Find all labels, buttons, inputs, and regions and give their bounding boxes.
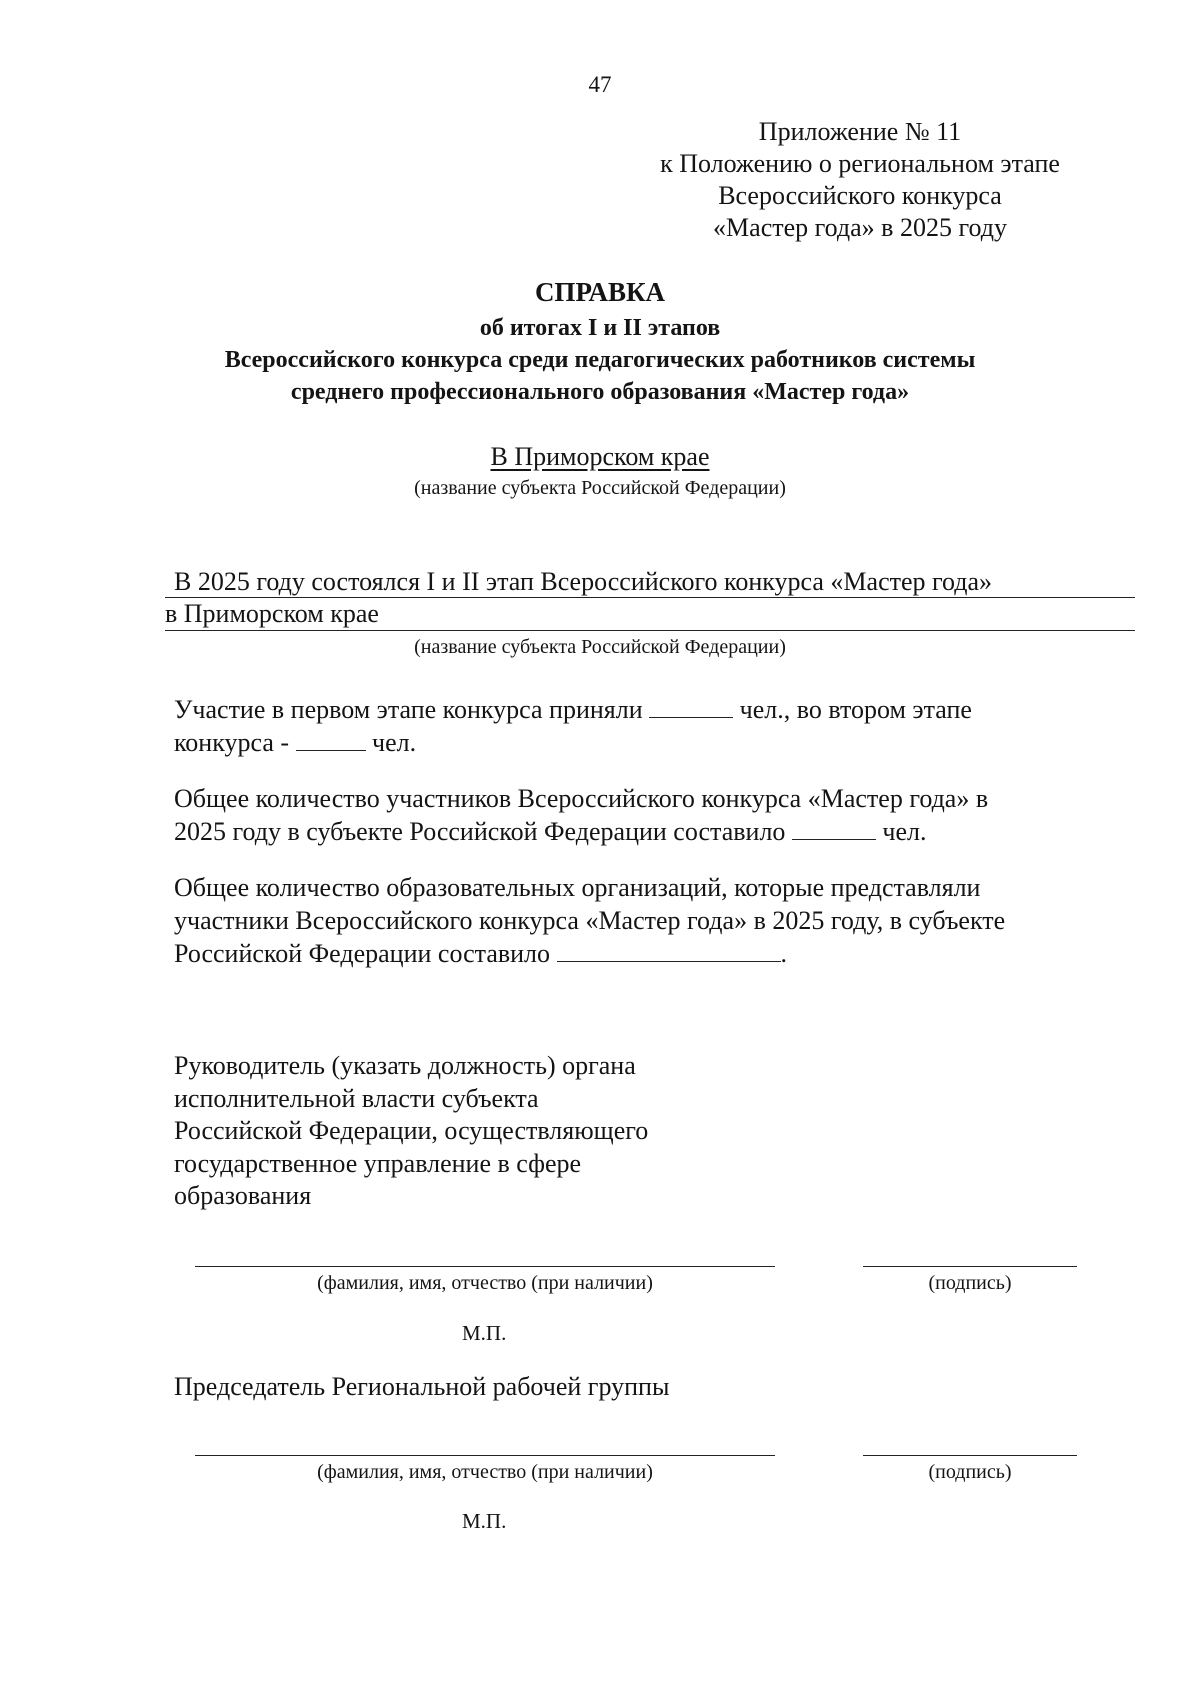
first-stage-count-blank[interactable] (649, 695, 733, 718)
chair-signature-line[interactable] (863, 1455, 1077, 1456)
total-participants-blank[interactable] (792, 817, 876, 840)
participation-text-3: конкурса - (174, 728, 290, 757)
head-name-caption: (фамилия, имя, отчество (при наличии) (317, 1272, 653, 1294)
total-participants-line-1: Общее количество участников Всероссийского конкурса «Мастер года» в (174, 784, 989, 813)
subtitle-line: об итогах I и II этапов (479, 315, 721, 341)
appendix-line: Приложение № 11 (758, 117, 962, 146)
head-name-line[interactable] (195, 1266, 775, 1267)
appendix-line: «Мастер года» в 2025 году (713, 213, 1007, 242)
total-orgs-text: Российской Федерации составило (174, 939, 551, 968)
total-orgs-period: . (780, 939, 788, 968)
statement-line-1: В 2025 году состоялся I и II этап Всероссийского конкурса «Мастер года» (174, 567, 993, 596)
second-stage-count-blank[interactable] (296, 728, 366, 751)
participation-text-1: Участие в первом этапе конкурса приняли (174, 695, 643, 724)
statement-rule-1 (165, 597, 1135, 598)
page-number: 47 (588, 72, 612, 97)
head-position-line: государственное управление в сфере (174, 1148, 582, 1178)
head-signature-caption: (подпись) (928, 1272, 1012, 1294)
total-participants-text: 2025 году в субъекте Российской Федерации составило (174, 817, 786, 846)
head-position-line: исполнительной власти субъекта (174, 1083, 539, 1113)
total-orgs-blank[interactable] (557, 939, 781, 962)
participation-text-2: чел., во втором этапе (739, 695, 972, 724)
subtitle-line: Всероссийского конкурса среди педагогических работников системы (224, 347, 976, 373)
statement-caption: (название субъекта Российской Федерации) (414, 636, 786, 658)
head-signature-line[interactable] (863, 1266, 1077, 1267)
chair-signature-caption: (подпись) (928, 1461, 1012, 1483)
total-participants-unit: чел. (882, 817, 927, 846)
participation-text-4: чел. (372, 728, 417, 757)
appendix-line: Всероссийского конкурса (718, 181, 1002, 210)
appendix-reference (600, 116, 1120, 244)
head-position-line: образования (174, 1181, 312, 1210)
head-stamp-place: М.П. (462, 1321, 507, 1345)
document-title: СПРАВКА (534, 277, 666, 307)
participation-paragraph (174, 693, 972, 759)
head-position-line: Руководитель (указать должность) органа (174, 1051, 636, 1080)
region-heading (0, 442, 1200, 472)
statement-rule-2 (165, 630, 1135, 631)
total-participants-paragraph (174, 782, 988, 848)
chair-name-caption: (фамилия, имя, отчество (при наличии) (317, 1461, 653, 1483)
statement-line-2: в Приморском крае (165, 599, 379, 628)
chair-name-line[interactable] (195, 1455, 775, 1456)
total-orgs-line-2: участники Всероссийского конкурса «Мастер года» в 2025 году, в субъекте (174, 906, 1006, 935)
appendix-line: к Положению о региональном этапе (660, 149, 1060, 178)
head-position-block (174, 1050, 648, 1213)
total-orgs-paragraph (174, 871, 1005, 970)
total-orgs-line-1: Общее количество образовательных организаций, которые представляли (174, 873, 981, 902)
subtitle-line: среднего профессионального образования «Мастер года» (290, 379, 910, 405)
region-caption: (название субъекта Российской Федерации) (414, 477, 786, 499)
head-position-line: Российской Федерации, осуществляющего (174, 1116, 649, 1145)
chair-title: Председатель Региональной рабочей группы (174, 1372, 670, 1401)
chair-stamp-place: М.П. (462, 1509, 507, 1533)
document-subtitle (0, 312, 1200, 408)
region-name: В Приморском крае (490, 442, 710, 471)
